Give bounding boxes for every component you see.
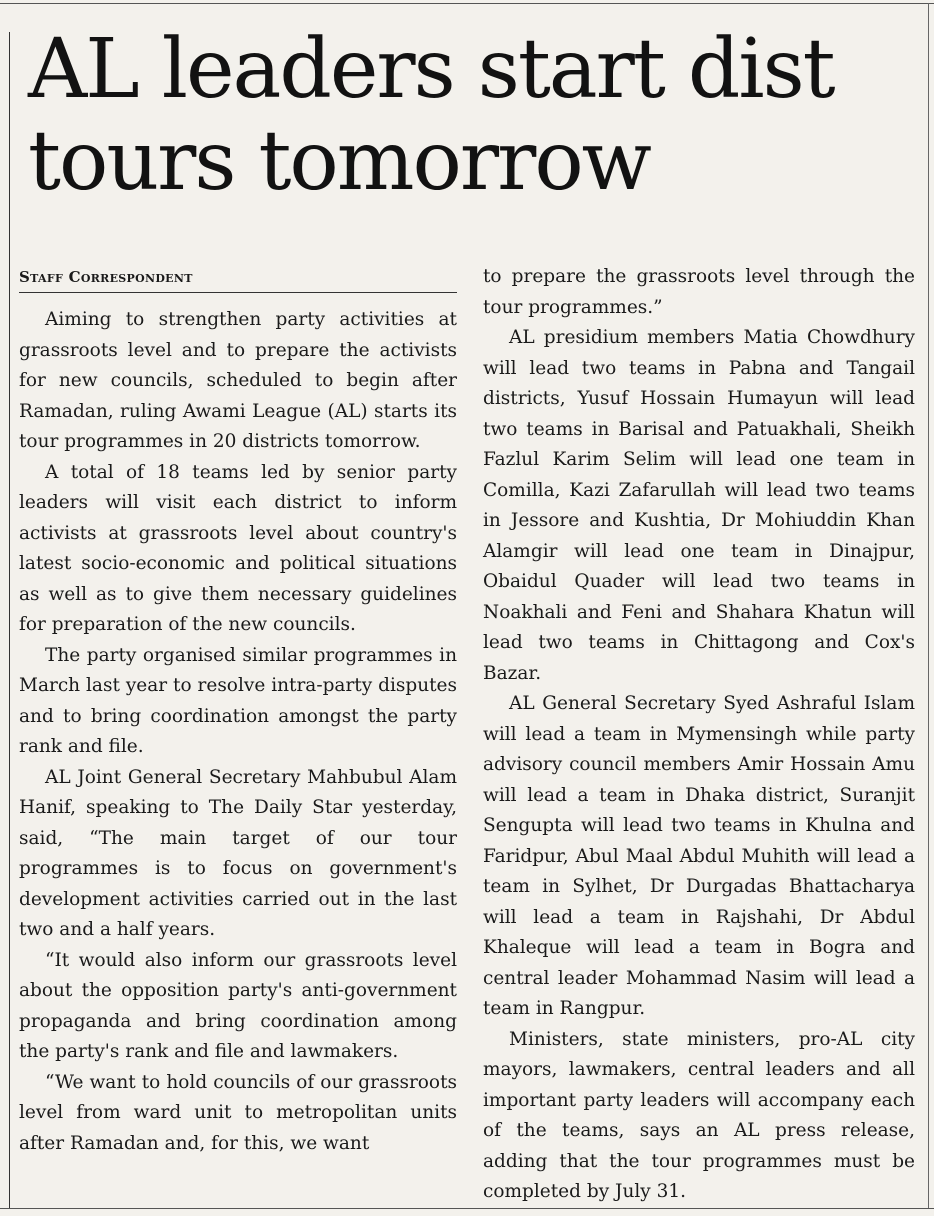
article-right-column — [483, 262, 915, 1208]
paragraph-continuation: to prepare the grassroots level through the tour programmes.” — [483, 266, 915, 318]
right-edge-rule — [928, 3, 929, 1208]
headline: AL leaders start dist tours tomorrow — [28, 22, 834, 209]
paragraph: The party organised similar programmes in March last year to resolve intra-party disputes and to bring coordination amongst the party rank and file. — [19, 644, 457, 757]
paragraph: Aiming to strengthen party activities at grassroots level and to prepare the activists for new councils, scheduled to begin after Ramadan, ruling Awami League (AL) starts its tour programmes in 20 districts tomorrow. — [19, 309, 457, 452]
byline: Staff Correspondent — [19, 262, 457, 293]
left-column-rule — [9, 32, 10, 1208]
paragraph: AL General Secretary Syed Ashraful Islam will lead a team in Mymensingh while party advisory council members Amir Hossain Amu will lead a team in Dhaka district, Suranjit Sengupta will lead two teams in Khulna and Faridpur, Abul Maal Abdul Muhith will lead a team in Sylhet, Dr Durgadas Bhattacharya will lead a team in Rajshahi, Dr Abdul Khaleque will lead a team in Bogra and central leader Mohammad Nasim will lead a team in Rangpur. — [483, 693, 915, 1019]
paragraph: “We want to hold councils of our grassroots level from ward unit to metropolitan units after Ramadan and, for this, we want — [19, 1071, 457, 1154]
bottom-rule — [0, 1208, 934, 1209]
paragraph: AL presidium members Matia Chowdhury will lead two teams in Pabna and Tangail districts, Yusuf Hossain Humayun will lead two teams in Barisal and Patuakhali, Sheikh Fazlul Karim Selim will lead one team in Comilla, Kazi Zafarullah will lead two teams in Jessore and Kushtia, Dr Mohiuddin Khan Alamgir will lead one team in Dinajpur, Obaidul Quader will lead two teams in Noakhali and Feni and Shahara Khatun will lead two teams in Chittagong and Cox's Bazar. — [483, 327, 915, 684]
paragraph: Ministers, state ministers, pro-AL city mayors, lawmakers, central leaders and all important party leaders will accompany each of the teams, says an AL press release, adding that the tour programmes must be completed by July 31. — [483, 1028, 915, 1202]
top-rule — [0, 3, 934, 4]
article-left-column — [19, 262, 457, 1159]
paragraph: “It would also inform our grassroots level about the opposition party's anti-government propaganda and bring coordination among the party's rank and file and lawmakers. — [19, 949, 457, 1062]
paragraph: A total of 18 teams led by senior party leaders will visit each district to inform activists at grassroots level about country's latest socio-economic and political situations as well as to give them necessary guidelines for preparation of the new councils. — [19, 461, 457, 635]
paragraph: AL Joint General Secretary Mahbubul Alam Hanif, speaking to The Daily Star yesterday, said, “The main target of our tour programmes is to focus on government's development activities carried out in the last two and a half years. — [19, 766, 457, 940]
